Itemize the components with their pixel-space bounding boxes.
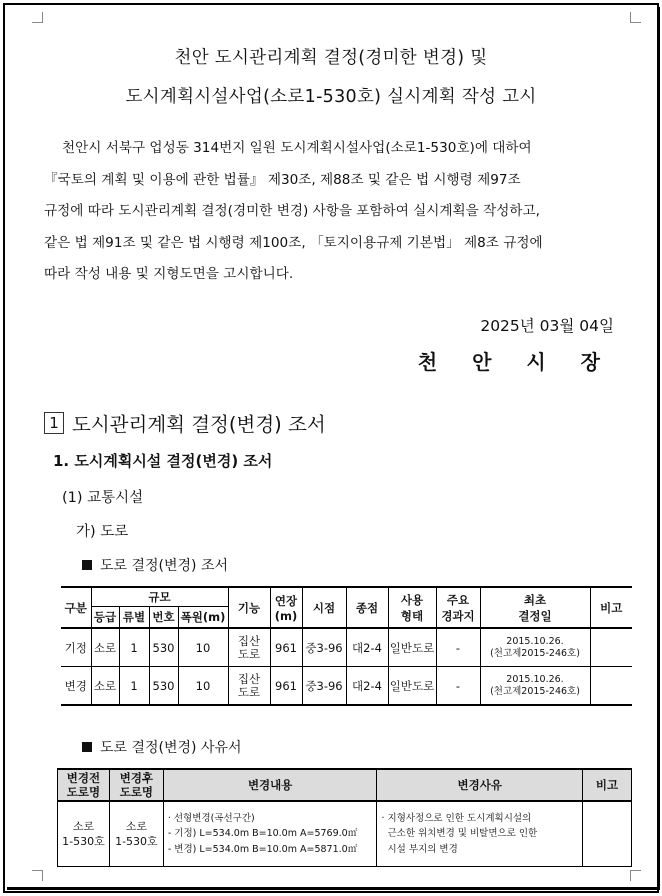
th-start: 시점 bbox=[302, 587, 346, 628]
th-via: 주요 경과지 bbox=[436, 587, 480, 628]
cell-via: - bbox=[436, 667, 480, 706]
content-line-3: - 변경) L=534.0m B=10.0m A=5871.0㎡ bbox=[167, 843, 358, 855]
th-width: 폭원(m) bbox=[178, 607, 228, 629]
th-first-decision: 최초 결정일 bbox=[480, 587, 590, 628]
th-content: 변경내용 bbox=[163, 769, 377, 801]
cell-function: 집산 도로 bbox=[228, 628, 270, 667]
cell-usage: 일반도로 bbox=[388, 667, 436, 706]
table-row bbox=[58, 801, 632, 867]
body-line-4: 같은 법 제91조 및 같은 법 시행령 제100조, 「토지이용규제 기본법」 제8조 규정에 bbox=[44, 234, 543, 251]
notice-title-line2: 도시계획시설사업(소로1-530호) 실시계획 작성 고시 bbox=[125, 87, 537, 107]
cell-width: 10 bbox=[178, 628, 228, 667]
issuer-name: 천 안 시 장 bbox=[417, 350, 614, 374]
cell-start: 중3-96 bbox=[302, 667, 346, 706]
th-number: 번호 bbox=[149, 607, 178, 629]
table1-caption bbox=[82, 555, 228, 575]
cell-width: 10 bbox=[178, 667, 228, 706]
body-line-5: 따라 작성 내용 및 지형도면을 고시합니다. bbox=[44, 266, 294, 282]
body-line-1-text: 천안시 서북구 업성동 314번지 일원 도시계획시설사업(소로1-530호)에 대하여 bbox=[62, 140, 532, 156]
cell-grade: 소로 bbox=[91, 667, 119, 706]
cell-first-decision bbox=[480, 667, 590, 706]
cell-before: 소로 1-530호 bbox=[58, 801, 110, 867]
table2-caption bbox=[82, 737, 242, 757]
reason-line-1: · 지형사정으로 인한 도시계획시설의 bbox=[381, 812, 532, 824]
table1-caption-text: 도로 결정(변경) 조서 bbox=[100, 558, 229, 574]
section-number-box: 1 bbox=[44, 412, 64, 434]
crop-mark-bottom-right bbox=[630, 870, 641, 881]
cell-after: 소로 1-530호 bbox=[109, 801, 163, 867]
section-title: 도시관리계획 결정(변경) 조서 bbox=[72, 413, 326, 436]
th-note: 비고 bbox=[590, 587, 632, 628]
reason-line-2: 근소한 위치변경 및 비탈면으로 인한 bbox=[387, 828, 538, 840]
table-row bbox=[61, 667, 632, 706]
body-line-3: 규정에 따라 도시관리계획 결정(경미한 변경) 사항을 포함하여 실시계획을 작성하고, bbox=[44, 203, 540, 219]
square-bullet-icon bbox=[82, 560, 92, 570]
page-border-shadow-bottom bbox=[7, 887, 659, 890]
notice-date: 2025년 03월 04일 bbox=[480, 317, 614, 335]
crop-mark-bottom-left bbox=[32, 870, 43, 881]
cell-type: 1 bbox=[119, 628, 149, 667]
item-heading: 가) 도로 bbox=[76, 524, 129, 540]
cell-end: 대2-4 bbox=[346, 628, 388, 667]
first-decision-date: 2015.10.26. bbox=[506, 635, 564, 647]
th-reason: 변경사유 bbox=[377, 769, 583, 801]
th-gubun: 구분 bbox=[61, 587, 91, 628]
cell-gubun: 변경 bbox=[61, 667, 91, 706]
cell-number: 530 bbox=[149, 667, 178, 706]
table2-caption-text: 도로 결정(변경) 사유서 bbox=[100, 740, 242, 756]
cell-start: 중3-96 bbox=[302, 628, 346, 667]
body-line-1 bbox=[44, 133, 636, 165]
cell-length: 961 bbox=[270, 628, 302, 667]
cell-content bbox=[163, 801, 377, 867]
cell-first-decision bbox=[480, 628, 590, 667]
th-length: 연장 (m) bbox=[270, 587, 302, 628]
page-border-shadow-right bbox=[657, 7, 660, 890]
first-decision-ref: (천고제2015-246호) bbox=[490, 685, 580, 697]
cell-function: 집산 도로 bbox=[228, 667, 270, 706]
cell-gubun: 기정 bbox=[61, 628, 91, 667]
content-line-2: - 기정) L=534.0m B=10.0m A=5769.0㎡ bbox=[167, 828, 358, 840]
crop-mark-top-left bbox=[32, 12, 43, 23]
th-grade: 등급 bbox=[91, 607, 119, 629]
subsubsection-heading: (1) 교통시설 bbox=[62, 490, 144, 506]
th-function: 기능 bbox=[228, 587, 270, 628]
cell-grade: 소로 bbox=[91, 628, 119, 667]
th-gyumo: 규모 bbox=[91, 587, 228, 607]
th-after: 변경후 도로명 bbox=[109, 769, 163, 801]
cell-via: - bbox=[436, 628, 480, 667]
th-type: 류별 bbox=[119, 607, 149, 629]
th-note: 비고 bbox=[583, 769, 632, 801]
section-heading bbox=[44, 409, 326, 437]
body-line-2: 『국토의 계획 및 이용에 관한 법률』 제30조, 제88조 및 같은 법 시행령 제97조 bbox=[44, 171, 521, 188]
cell-number: 530 bbox=[149, 628, 178, 667]
road-change-reason-table bbox=[57, 768, 632, 867]
cell-end: 대2-4 bbox=[346, 667, 388, 706]
notice-body bbox=[44, 133, 636, 291]
crop-mark-top-right bbox=[630, 12, 641, 23]
subsection-heading: 1. 도시계획시설 결정(변경) 조서 bbox=[53, 452, 273, 470]
cell-reason bbox=[377, 801, 583, 867]
cell-length: 961 bbox=[270, 667, 302, 706]
th-usage: 사용 형태 bbox=[388, 587, 436, 628]
square-bullet-icon bbox=[82, 742, 92, 752]
content-line-1: · 선형변경(곡선구간) bbox=[167, 812, 255, 824]
cell-type: 1 bbox=[119, 667, 149, 706]
cell-note bbox=[590, 628, 632, 667]
road-decision-table bbox=[61, 586, 632, 706]
first-decision-date: 2015.10.26. bbox=[506, 673, 564, 685]
notice-title-line1: 천안 도시관리계획 결정(경미한 변경) 및 bbox=[174, 48, 488, 68]
cell-note bbox=[590, 667, 632, 706]
table-row bbox=[61, 628, 632, 667]
reason-line-3: 시설 부지의 변경 bbox=[387, 843, 458, 855]
cell-note bbox=[583, 801, 632, 867]
cell-usage: 일반도로 bbox=[388, 628, 436, 667]
first-decision-ref: (천고제2015-246호) bbox=[490, 647, 580, 659]
th-before: 변경전 도로명 bbox=[58, 769, 110, 801]
th-end: 종점 bbox=[346, 587, 388, 628]
